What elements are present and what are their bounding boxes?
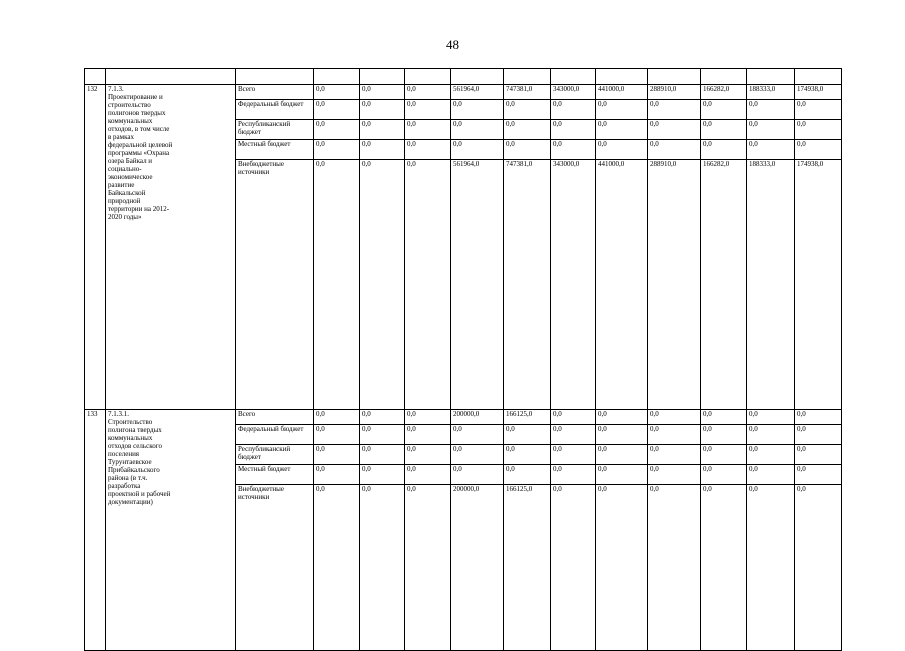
header-cell (106, 69, 236, 85)
header-cell (236, 69, 314, 85)
page-number: 48 (446, 37, 459, 52)
value-cell: 0,0 (596, 425, 648, 445)
header-cell (551, 69, 596, 85)
funding-source: Федеральный бюджет (236, 100, 314, 120)
value-cell: 0,0 (795, 465, 842, 485)
value-cell: 0,0 (596, 100, 648, 120)
value-cell: 747381,0 (504, 160, 551, 410)
table-row (85, 85, 842, 100)
funding-source: Всего (236, 85, 314, 100)
value-cell: 174938,0 (795, 160, 842, 410)
activity-name-line: развитие (108, 181, 135, 189)
value-cell: 0,0 (314, 160, 360, 410)
header-cell (451, 69, 504, 85)
header-cell (648, 69, 701, 85)
activity-name-line: документации) (108, 498, 153, 506)
activity-name-line: коммунальных (108, 117, 153, 125)
value-cell: 0,0 (405, 140, 451, 160)
activity-name-line: 7.1.3.1. (108, 410, 129, 418)
value-cell: 0,0 (314, 100, 360, 120)
activity-name-line: 7.1.3. (108, 85, 124, 93)
activity-name-line: разработка (108, 482, 141, 490)
value-cell: 0,0 (360, 160, 405, 410)
value-cell: 0,0 (504, 425, 551, 445)
value-cell: 0,0 (648, 410, 701, 425)
value-cell: 0,0 (596, 465, 648, 485)
header-cell (795, 69, 842, 85)
funding-source: Всего (236, 410, 314, 425)
value-cell: 0,0 (314, 410, 360, 425)
value-cell: 0,0 (648, 425, 701, 445)
value-cell: 0,0 (451, 100, 504, 120)
header-cell (596, 69, 648, 85)
value-cell: 0,0 (596, 485, 648, 651)
value-cell: 0,0 (747, 100, 795, 120)
value-cell: 0,0 (701, 140, 747, 160)
header-cell (85, 69, 106, 85)
value-cell: 0,0 (360, 140, 405, 160)
value-cell: 0,0 (747, 445, 795, 465)
value-cell: 0,0 (551, 485, 596, 651)
value-cell: 0,0 (405, 465, 451, 485)
value-cell: 0,0 (551, 410, 596, 425)
activity-name-line: проектной и рабочей (108, 490, 171, 498)
value-cell: 0,0 (701, 445, 747, 465)
value-cell: 0,0 (451, 445, 504, 465)
value-cell: 0,0 (405, 100, 451, 120)
value-cell: 0,0 (701, 465, 747, 485)
value-cell: 0,0 (360, 445, 405, 465)
value-cell: 0,0 (648, 140, 701, 160)
funding-source: Республиканский бюджет (236, 120, 314, 140)
value-cell: 747381,0 (504, 85, 551, 100)
value-cell: 0,0 (360, 425, 405, 445)
value-cell: 0,0 (314, 120, 360, 140)
value-cell: 0,0 (405, 445, 451, 465)
activity-name-line: полигона твердых (108, 426, 162, 434)
value-cell: 0,0 (314, 485, 360, 651)
header-cell (504, 69, 551, 85)
activity-name-line: Прибайкальского (108, 466, 160, 474)
activity-name-line: поселения (108, 450, 140, 458)
value-cell: 0,0 (551, 425, 596, 445)
value-cell: 0,0 (747, 120, 795, 140)
header-cell (747, 69, 795, 85)
value-cell: 200000,0 (451, 485, 504, 651)
table-row (85, 410, 842, 425)
value-cell: 0,0 (795, 410, 842, 425)
value-cell: 0,0 (405, 410, 451, 425)
activity-name-line: природной (108, 197, 141, 205)
header-cell (405, 69, 451, 85)
budget-table (84, 68, 842, 651)
value-cell: 0,0 (551, 100, 596, 120)
value-cell: 0,0 (747, 140, 795, 160)
value-cell: 0,0 (747, 425, 795, 445)
value-cell: 0,0 (314, 425, 360, 445)
value-cell: 441000,0 (596, 160, 648, 410)
value-cell: 0,0 (551, 465, 596, 485)
value-cell: 0,0 (747, 410, 795, 425)
activity-name-line: коммунальных (108, 434, 153, 442)
value-cell: 0,0 (648, 485, 701, 651)
value-cell: 0,0 (451, 465, 504, 485)
value-cell: 0,0 (701, 485, 747, 651)
activity-name-line: отходов, в том числе (108, 125, 170, 133)
value-cell: 0,0 (360, 100, 405, 120)
activity-name-line: строительство (108, 101, 151, 109)
value-cell: 188333,0 (747, 85, 795, 100)
funding-source: Внебюджетные источники (236, 160, 314, 410)
value-cell: 174938,0 (795, 85, 842, 100)
value-cell: 561964,0 (451, 85, 504, 100)
value-cell: 0,0 (701, 425, 747, 445)
value-cell: 0,0 (795, 140, 842, 160)
value-cell: 0,0 (795, 120, 842, 140)
activity-name-line: социально- (108, 165, 142, 173)
value-cell: 343000,0 (551, 85, 596, 100)
value-cell: 0,0 (360, 465, 405, 485)
header-cell (360, 69, 405, 85)
funding-source: Республиканский бюджет (236, 445, 314, 465)
funding-source: Местный бюджет (236, 140, 314, 160)
activity-name-line: территории на 2012- (108, 205, 170, 213)
value-cell: 0,0 (504, 465, 551, 485)
activity-name-line: программы «Охрана (108, 149, 170, 157)
value-cell: 200000,0 (451, 410, 504, 425)
value-cell: 0,0 (314, 465, 360, 485)
value-cell: 0,0 (314, 85, 360, 100)
activity-name (106, 85, 236, 410)
value-cell: 0,0 (648, 465, 701, 485)
value-cell: 0,0 (314, 140, 360, 160)
activity-name-line: экономическое (108, 173, 153, 181)
value-cell: 0,0 (360, 410, 405, 425)
value-cell: 0,0 (551, 140, 596, 160)
value-cell: 0,0 (596, 120, 648, 140)
value-cell: 0,0 (648, 100, 701, 120)
activity-name-line: 2020 годы» (108, 213, 142, 221)
value-cell: 188333,0 (747, 160, 795, 410)
value-cell: 441000,0 (596, 85, 648, 100)
value-cell: 0,0 (795, 485, 842, 651)
activity-name-line: Турунтаевское (108, 458, 152, 466)
value-cell: 0,0 (314, 445, 360, 465)
value-cell: 0,0 (360, 120, 405, 140)
value-cell: 288910,0 (648, 85, 701, 100)
value-cell: 0,0 (451, 425, 504, 445)
header-cell (701, 69, 747, 85)
value-cell: 166282,0 (701, 85, 747, 100)
value-cell: 0,0 (551, 120, 596, 140)
activity-name-line: полигонов твердых (108, 109, 166, 117)
value-cell: 0,0 (648, 120, 701, 140)
activity-name-line: Байкальской (108, 189, 146, 197)
value-cell: 0,0 (504, 140, 551, 160)
activity-name-line: озера Байкал и (108, 157, 153, 165)
value-cell: 0,0 (504, 445, 551, 465)
activity-name-line: отходов сельского (108, 442, 162, 450)
funding-source: Федеральный бюджет (236, 425, 314, 445)
header-continuation-row (85, 69, 842, 85)
value-cell: 166125,0 (504, 485, 551, 651)
value-cell: 0,0 (701, 410, 747, 425)
value-cell: 0,0 (795, 425, 842, 445)
value-cell: 0,0 (747, 465, 795, 485)
value-cell: 0,0 (451, 120, 504, 140)
value-cell: 343000,0 (551, 160, 596, 410)
activity-name-line: района (в т.ч. (108, 474, 148, 482)
activity-name-line: федеральной целевой (108, 141, 173, 149)
value-cell: 0,0 (596, 445, 648, 465)
value-cell: 0,0 (596, 410, 648, 425)
value-cell: 0,0 (360, 485, 405, 651)
funding-source: Местный бюджет (236, 465, 314, 485)
row-number: 132 (85, 85, 106, 410)
value-cell: 166125,0 (504, 410, 551, 425)
funding-source: Внебюджетные источники (236, 485, 314, 651)
activity-name-line: Проектирование и (108, 93, 163, 101)
value-cell: 0,0 (504, 100, 551, 120)
value-cell: 0,0 (405, 85, 451, 100)
value-cell: 0,0 (405, 485, 451, 651)
value-cell: 0,0 (551, 445, 596, 465)
value-cell: 0,0 (360, 85, 405, 100)
value-cell: 0,0 (405, 120, 451, 140)
value-cell: 0,0 (648, 445, 701, 465)
value-cell: 0,0 (405, 425, 451, 445)
value-cell: 0,0 (701, 100, 747, 120)
value-cell: 166282,0 (701, 160, 747, 410)
value-cell: 288910,0 (648, 160, 701, 410)
header-cell (314, 69, 360, 85)
value-cell: 0,0 (701, 120, 747, 140)
activity-name (106, 410, 236, 651)
activity-name-line: в рамках (108, 133, 134, 141)
value-cell: 0,0 (795, 100, 842, 120)
activity-name-line: Строительство (108, 418, 153, 426)
value-cell: 561964,0 (451, 160, 504, 410)
value-cell: 0,0 (747, 485, 795, 651)
value-cell: 0,0 (405, 160, 451, 410)
value-cell: 0,0 (596, 140, 648, 160)
value-cell: 0,0 (504, 120, 551, 140)
row-number: 133 (85, 410, 106, 651)
value-cell: 0,0 (795, 445, 842, 465)
value-cell: 0,0 (451, 140, 504, 160)
